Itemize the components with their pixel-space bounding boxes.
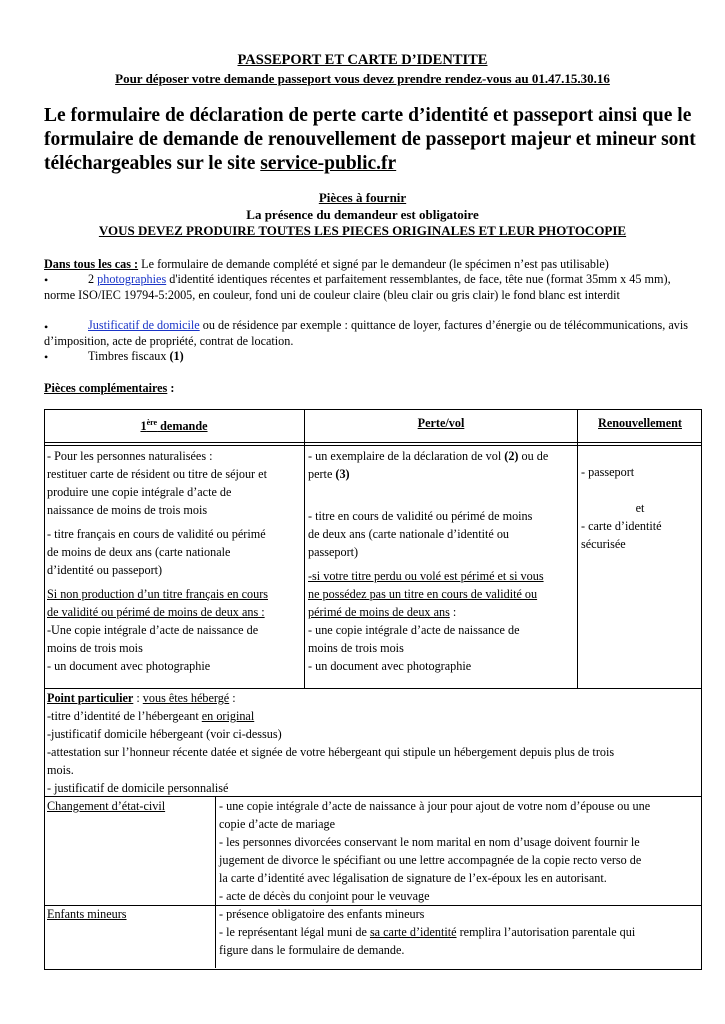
cell-text: : <box>229 691 236 705</box>
all-cases-text: Le formulaire de demande complété et signé par le demandeur (le spécimen n’est pas utilisable) <box>138 257 609 271</box>
cell-line: -justificatif domicile hébergeant (voir ci-dessus) <box>47 727 282 741</box>
complementary-colon: : <box>167 381 175 395</box>
list-item-prefix: 2 <box>88 272 98 286</box>
minors-label: Enfants mineurs <box>47 907 127 921</box>
cell-line <box>47 707 699 725</box>
header-sup: ère <box>146 418 158 427</box>
cell-line: de deux ans (carte nationale d’identité ou <box>308 527 510 541</box>
cell-line: - un document avec photographie <box>47 659 211 673</box>
cell-line: Si non production d’un titre français en cours <box>47 587 269 601</box>
cell-line: - une copie intégrale d’acte de naissance de <box>308 623 520 637</box>
cell-line <box>308 447 578 465</box>
bullet-icon: • <box>44 273 49 287</box>
intro-paragraph <box>44 104 704 176</box>
header-first-request <box>44 414 304 435</box>
originals-notice: VOUS DEVEZ PRODUIRE TOUTES LES PIECES ORIGINALES ET LEUR PHOTOCOPIE <box>98 223 627 238</box>
bullet-icon: • <box>44 320 49 334</box>
minors-cell <box>219 905 701 959</box>
intro-text: Le formulaire de déclaration de perte carte d’identité et passeport ainsi que le formulaire de demande de renouvellement de passeport majeur et mineur sont téléchargeables sur le site <box>44 105 696 174</box>
header-renewal: Renouvellement <box>598 416 682 430</box>
cell-text: - le représentant légal muni de <box>219 925 370 939</box>
cell-line: - passeport <box>581 465 635 479</box>
cell-line: - Pour les personnes naturalisées : <box>47 449 213 463</box>
special-point-cell <box>47 689 699 797</box>
table-divider <box>44 442 702 443</box>
cell-line: ne possédez pas un titre en cours de validité ou <box>308 587 538 601</box>
pieces-title: Pièces à fournir <box>318 190 407 205</box>
cell-text: en original <box>201 709 255 723</box>
list-item-timbres <box>88 349 588 365</box>
cell-line: naissance de moins de trois mois <box>47 503 208 517</box>
cell-text: remplira l’autorisation parentale qui <box>456 925 636 939</box>
list-item-text: d'identité identiques récentes et parfaitement ressemblantes, de face, tête nue (format 35mm x 45 mm), norme ISO/IEC 19794-5:2005, en couleur, fond uni de couleur claire (bleu clair ou gris clair) le fond blanc est interdit <box>44 272 671 302</box>
cell-line: - un document avec photographie <box>308 659 472 673</box>
cell-text: (3) <box>335 467 350 481</box>
cell-text: : <box>449 605 457 619</box>
justificatif-domicile-link[interactable]: Justificatif de domicile <box>88 318 200 332</box>
cell-text: : <box>133 691 143 705</box>
complementary-heading <box>44 381 699 397</box>
cell-line: sécurisée <box>581 537 626 551</box>
photographies-link[interactable]: photographies <box>97 272 167 286</box>
cell-text: (2) <box>504 449 519 463</box>
cell-text: périmé de moins de deux ans <box>308 605 450 619</box>
table-divider <box>215 796 216 968</box>
list-item-text: (1) <box>169 349 184 363</box>
table-divider <box>44 445 702 446</box>
header-num: 1 <box>140 419 147 434</box>
cell-line: restituer carte de résident ou titre de séjour et <box>47 467 267 481</box>
cell-line <box>308 465 578 483</box>
cell-line: - les personnes divorcées conservant le nom marital en nom d’usage doivent fournir le <box>219 835 640 849</box>
all-cases-line <box>44 257 699 273</box>
cell-line: la carte d’identité avec légalisation de signature de l’ex-époux les en autorisant. <box>219 871 607 885</box>
cell-line: de moins de deux ans (carte nationale <box>47 545 231 559</box>
cell-line: -attestation sur l’honneur récente datée et signée de votre hébergeant qui stipule un hébergement depuis plus de trois <box>47 745 615 759</box>
cell-text: Point particulier <box>47 691 134 705</box>
header-loss-theft: Perte/vol <box>417 416 465 430</box>
cell-text: - un exemplaire de la déclaration de vol <box>308 449 505 463</box>
cell-line: - acte de décès du conjoint pour le veuvage <box>219 889 430 903</box>
cell-line: - carte d’identité <box>581 519 662 533</box>
cell-line: moins de trois mois <box>47 641 143 655</box>
header-rest: demande <box>157 419 208 434</box>
table-divider <box>304 409 305 689</box>
cell-text: sa carte d’identité <box>369 925 457 939</box>
renewal-cell <box>581 463 699 553</box>
cell-line <box>308 603 578 621</box>
cell-line: - justificatif de domicile personnalisé <box>47 781 229 795</box>
loss-theft-cell <box>308 447 578 675</box>
bullet-icon: • <box>44 350 49 364</box>
cell-line: passeport) <box>308 545 359 559</box>
cell-line: produire une copie intégrale d’acte de <box>47 485 232 499</box>
cell-line: mois. <box>47 763 74 777</box>
civil-status-label: Changement d’état-civil <box>47 799 166 813</box>
cell-line: - titre en cours de validité ou périmé de moins <box>308 509 533 523</box>
cell-line <box>47 689 699 707</box>
cell-line: -si votre titre perdu ou volé est périmé et si vous <box>308 569 544 583</box>
cell-text: perte <box>308 467 336 481</box>
cell-line: copie d’acte de mariage <box>219 817 336 831</box>
cell-line: - une copie intégrale d’acte de naissance à jour pour ajout de votre nom d’épouse ou une <box>219 799 651 813</box>
service-public-link[interactable]: service-public.fr <box>260 153 397 174</box>
civil-status-cell <box>219 797 701 905</box>
cell-line: d’identité ou passeport) <box>47 563 163 577</box>
cell-line: et <box>635 501 645 515</box>
list-item-domicile <box>44 318 699 349</box>
cell-line: moins de trois mois <box>308 641 404 655</box>
cell-line: -Une copie intégrale d’acte de naissance de <box>47 623 259 637</box>
cell-text: ou de <box>518 449 549 463</box>
cell-line: figure dans le formulaire de demande. <box>219 943 405 957</box>
cell-line: de validité ou périmé de moins de deux ans : <box>47 605 265 619</box>
document-title: PASSEPORT ET CARTE D’IDENTITE <box>237 52 488 68</box>
presence-notice: La présence du demandeur est obligatoire <box>246 207 479 222</box>
complementary-label: Pièces complémentaires <box>44 381 168 395</box>
cell-line: - titre français en cours de validité ou périmé <box>47 527 266 541</box>
list-item-text: ou de résidence par exemple : quittance de loyer, factures d’énergie ou de télécommunications, avis d’imposition, acte de propriété, contrat de location. <box>44 318 688 348</box>
first-request-cell <box>47 447 303 675</box>
cell-text: vous êtes hébergé <box>142 691 230 705</box>
cell-text: -titre d’identité de l’hébergeant <box>47 709 202 723</box>
cell-line: - présence obligatoire des enfants mineurs <box>219 907 425 921</box>
appointment-notice: Pour déposer votre demande passeport vous devez prendre rendez-vous au 01.47.15.30.16 <box>115 71 610 86</box>
cell-line: jugement de divorce le spécifiant ou une lettre accompagnée de la copie recto verso de <box>219 853 642 867</box>
all-cases-label: Dans tous les cas : <box>44 257 139 271</box>
list-item-prefix: Timbres fiscaux <box>88 349 170 363</box>
cell-line <box>219 923 701 941</box>
list-item-photos <box>44 272 699 303</box>
